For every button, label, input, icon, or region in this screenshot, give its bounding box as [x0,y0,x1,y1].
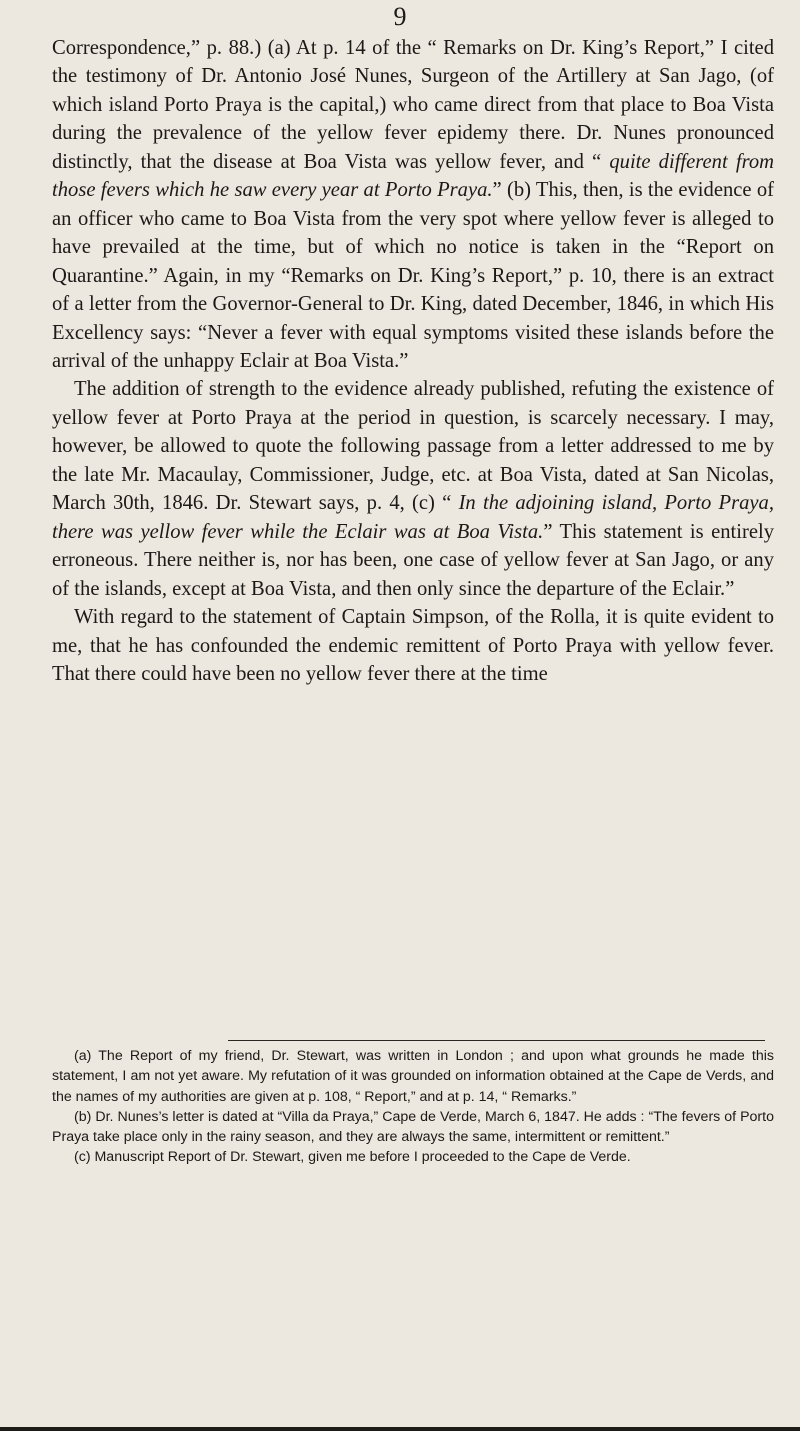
paragraph-2-part-2: ” This statement is entirely erroneous. There neither is, nor has been, one case of yellow fever at San Jago, or any of the islands, except at Boa Vista, and then only since the departure of the Eclair.” [52,520,775,600]
paragraph-1-part-1: Correspondence,” p. 88.) (a) At p. 14 of the “ Remarks on Dr. King’s Report,” I cited the testimony of Dr. Antonio José Nunes, Surgeon of the Artillery at San Jago, (of which island Porto Praya is the capital,) who came direct from that place to Boa Vista during the prevalence of the yellow fever epidemy there. Dr. Nunes pronounced distinctly, that the disease at Boa Vista was yellow fever, and “ [52,37,774,173]
paragraph-1 [52,34,774,375]
paragraph-3: With regard to the statement of Captain Simpson, of the Rolla, it is quite evident to me, that he has confounded the endemic remittent of Porto Praya with yellow fever. That there could have been no yellow fever there at the time [52,606,774,685]
footnote-c: (c) Manuscript Report of Dr. Stewart, given me before I proceeded to the Cape de Verde. [74,1149,631,1166]
nunes-quote: quite different from those fevers which he saw every year at Porto Praya. [52,150,774,202]
paragraph-2 [52,375,774,603]
stewart-quote: In the adjoining island, Porto Praya, there was yellow fever while the Eclair was at Boa Vista. [52,492,774,543]
footnote-a: (a) The Report of my friend, Dr. Stewart, was written in London ; and upon what grounds he made this statement, I am not yet aware. My refutation of it was grounded on information obtained at the Cape de Verds, and the names of my authorities are given at p. 108, “ Report,” and at p. 14, “ Remarks.” [52,1048,774,1105]
page-number: 9 [393,2,407,31]
footnotes [52,1046,774,1168]
paragraph-1-part-2: ” (b) This, then, is the evidence of an officer who came to Boa Vista from the very spot where yellow fever is alleged to have prevailed at the time, but of which no notice is taken in the “Report on Quarantine.” Again, in my “Remarks on Dr. King’s Report,” p. 10, there is an extract of a letter from the Governor-General to Dr. King, dated December, 1846, in which His Excellency says: “Never a fever with equal symptoms visited these islands before the arrival of the unhappy Eclair at Boa Vista.” [52,179,774,372]
main-text [52,34,774,688]
paragraph-2-part-1: The addition of strength to the evidence already published, refuting the existence of yellow fever at Porto Praya at the period in question, is scarcely necessary. I may, however, be allowed to quote the following passage from a letter addressed to me by the late Mr. Macaulay, Commissioner, Judge, etc. at Boa Vista, dated at San Nicolas, March 30th, 1846. Dr. Stewart says, p. 4, (c) “ [52,378,774,515]
footnote-b: (b) Dr. Nunes’s letter is dated at “Villa da Praya,” Cape de Verde, March 6, 1847. He adds : “The fevers of Porto Praya take place only in the rainy season, and they are always the same, intermittent or remittent.” [52,1108,774,1146]
footnote-divider [228,1040,765,1041]
page-bottom-edge [0,1427,800,1431]
